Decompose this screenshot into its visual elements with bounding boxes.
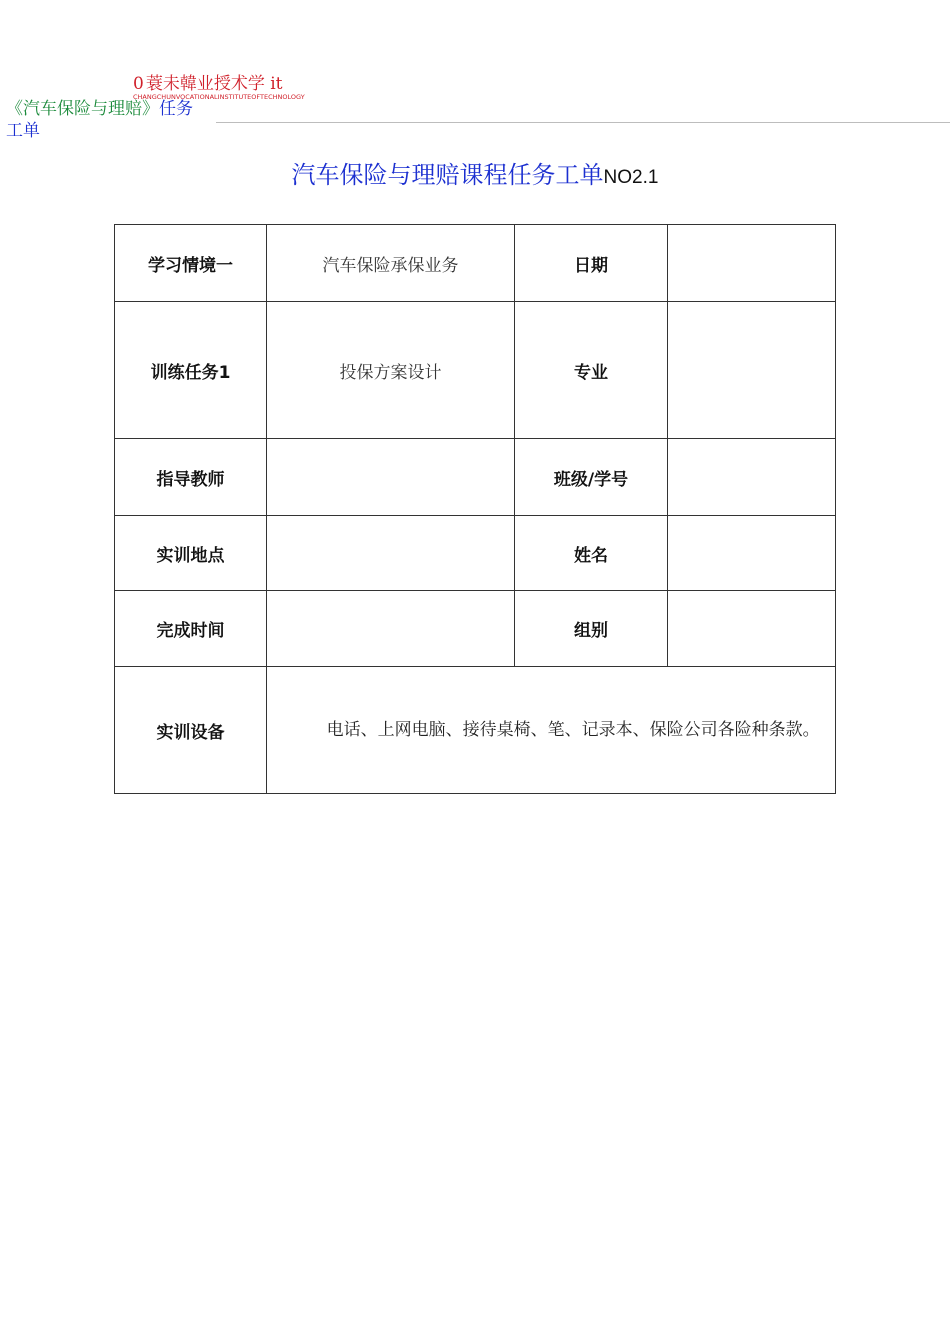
value-name-field[interactable]: [668, 516, 836, 591]
value-training-task: 投保方案设计: [267, 302, 515, 439]
value-completion-time-field[interactable]: [267, 591, 515, 667]
header-course: 《汽车保险与理赔》: [6, 99, 159, 119]
table-row: [115, 516, 836, 591]
label-name: 姓名: [515, 516, 668, 591]
logo-name: 蓑未韓业授术学 it: [145, 74, 283, 94]
page-title: [0, 160, 950, 193]
equipment-text: 电话、上网电脑、接待桌椅、笔、记录本、保险公司各险种条款。: [326, 720, 820, 740]
running-header: [6, 99, 193, 119]
label-learning-context: 学习情境一: [115, 225, 267, 302]
value-group-field[interactable]: [668, 591, 836, 667]
label-group: 组别: [515, 591, 668, 667]
logo-subtitle: CHANGCHUNVOCATIONALINSTITUTEOFTECHNOLOGY: [133, 93, 305, 101]
header-task: 任务: [159, 99, 193, 119]
label-major: 专业: [515, 302, 668, 439]
task-form-table: [114, 224, 836, 794]
value-learning-context: 汽车保险承保业务: [267, 225, 515, 302]
label-date: 日期: [515, 225, 668, 302]
header-task-continued: 工单: [6, 121, 40, 141]
label-equipment: 实训设备: [115, 667, 267, 794]
value-major-field[interactable]: [668, 302, 836, 439]
value-equipment: [267, 667, 836, 794]
table-row: [115, 591, 836, 667]
label-training-task: 训练任务1: [115, 302, 267, 439]
value-instructor-field[interactable]: [267, 439, 515, 516]
header-divider: [216, 122, 950, 123]
label-training-location: 实训地点: [115, 516, 267, 591]
label-completion-time: 完成时间: [115, 591, 267, 667]
table-row: [115, 439, 836, 516]
value-date-field[interactable]: [668, 225, 836, 302]
title-main: 汽车保险与理赔课程任务工单: [291, 161, 604, 189]
table-row: [115, 667, 836, 794]
label-class-id: 班级/学号: [515, 439, 668, 516]
value-class-id-field[interactable]: [668, 439, 836, 516]
title-number: NO2.1: [603, 167, 659, 188]
table-row: [115, 225, 836, 302]
school-logo: [133, 74, 283, 94]
table-row: [115, 302, 836, 439]
label-instructor: 指导教师: [115, 439, 267, 516]
logo-prefix: 0: [133, 74, 144, 94]
value-location-field[interactable]: [267, 516, 515, 591]
